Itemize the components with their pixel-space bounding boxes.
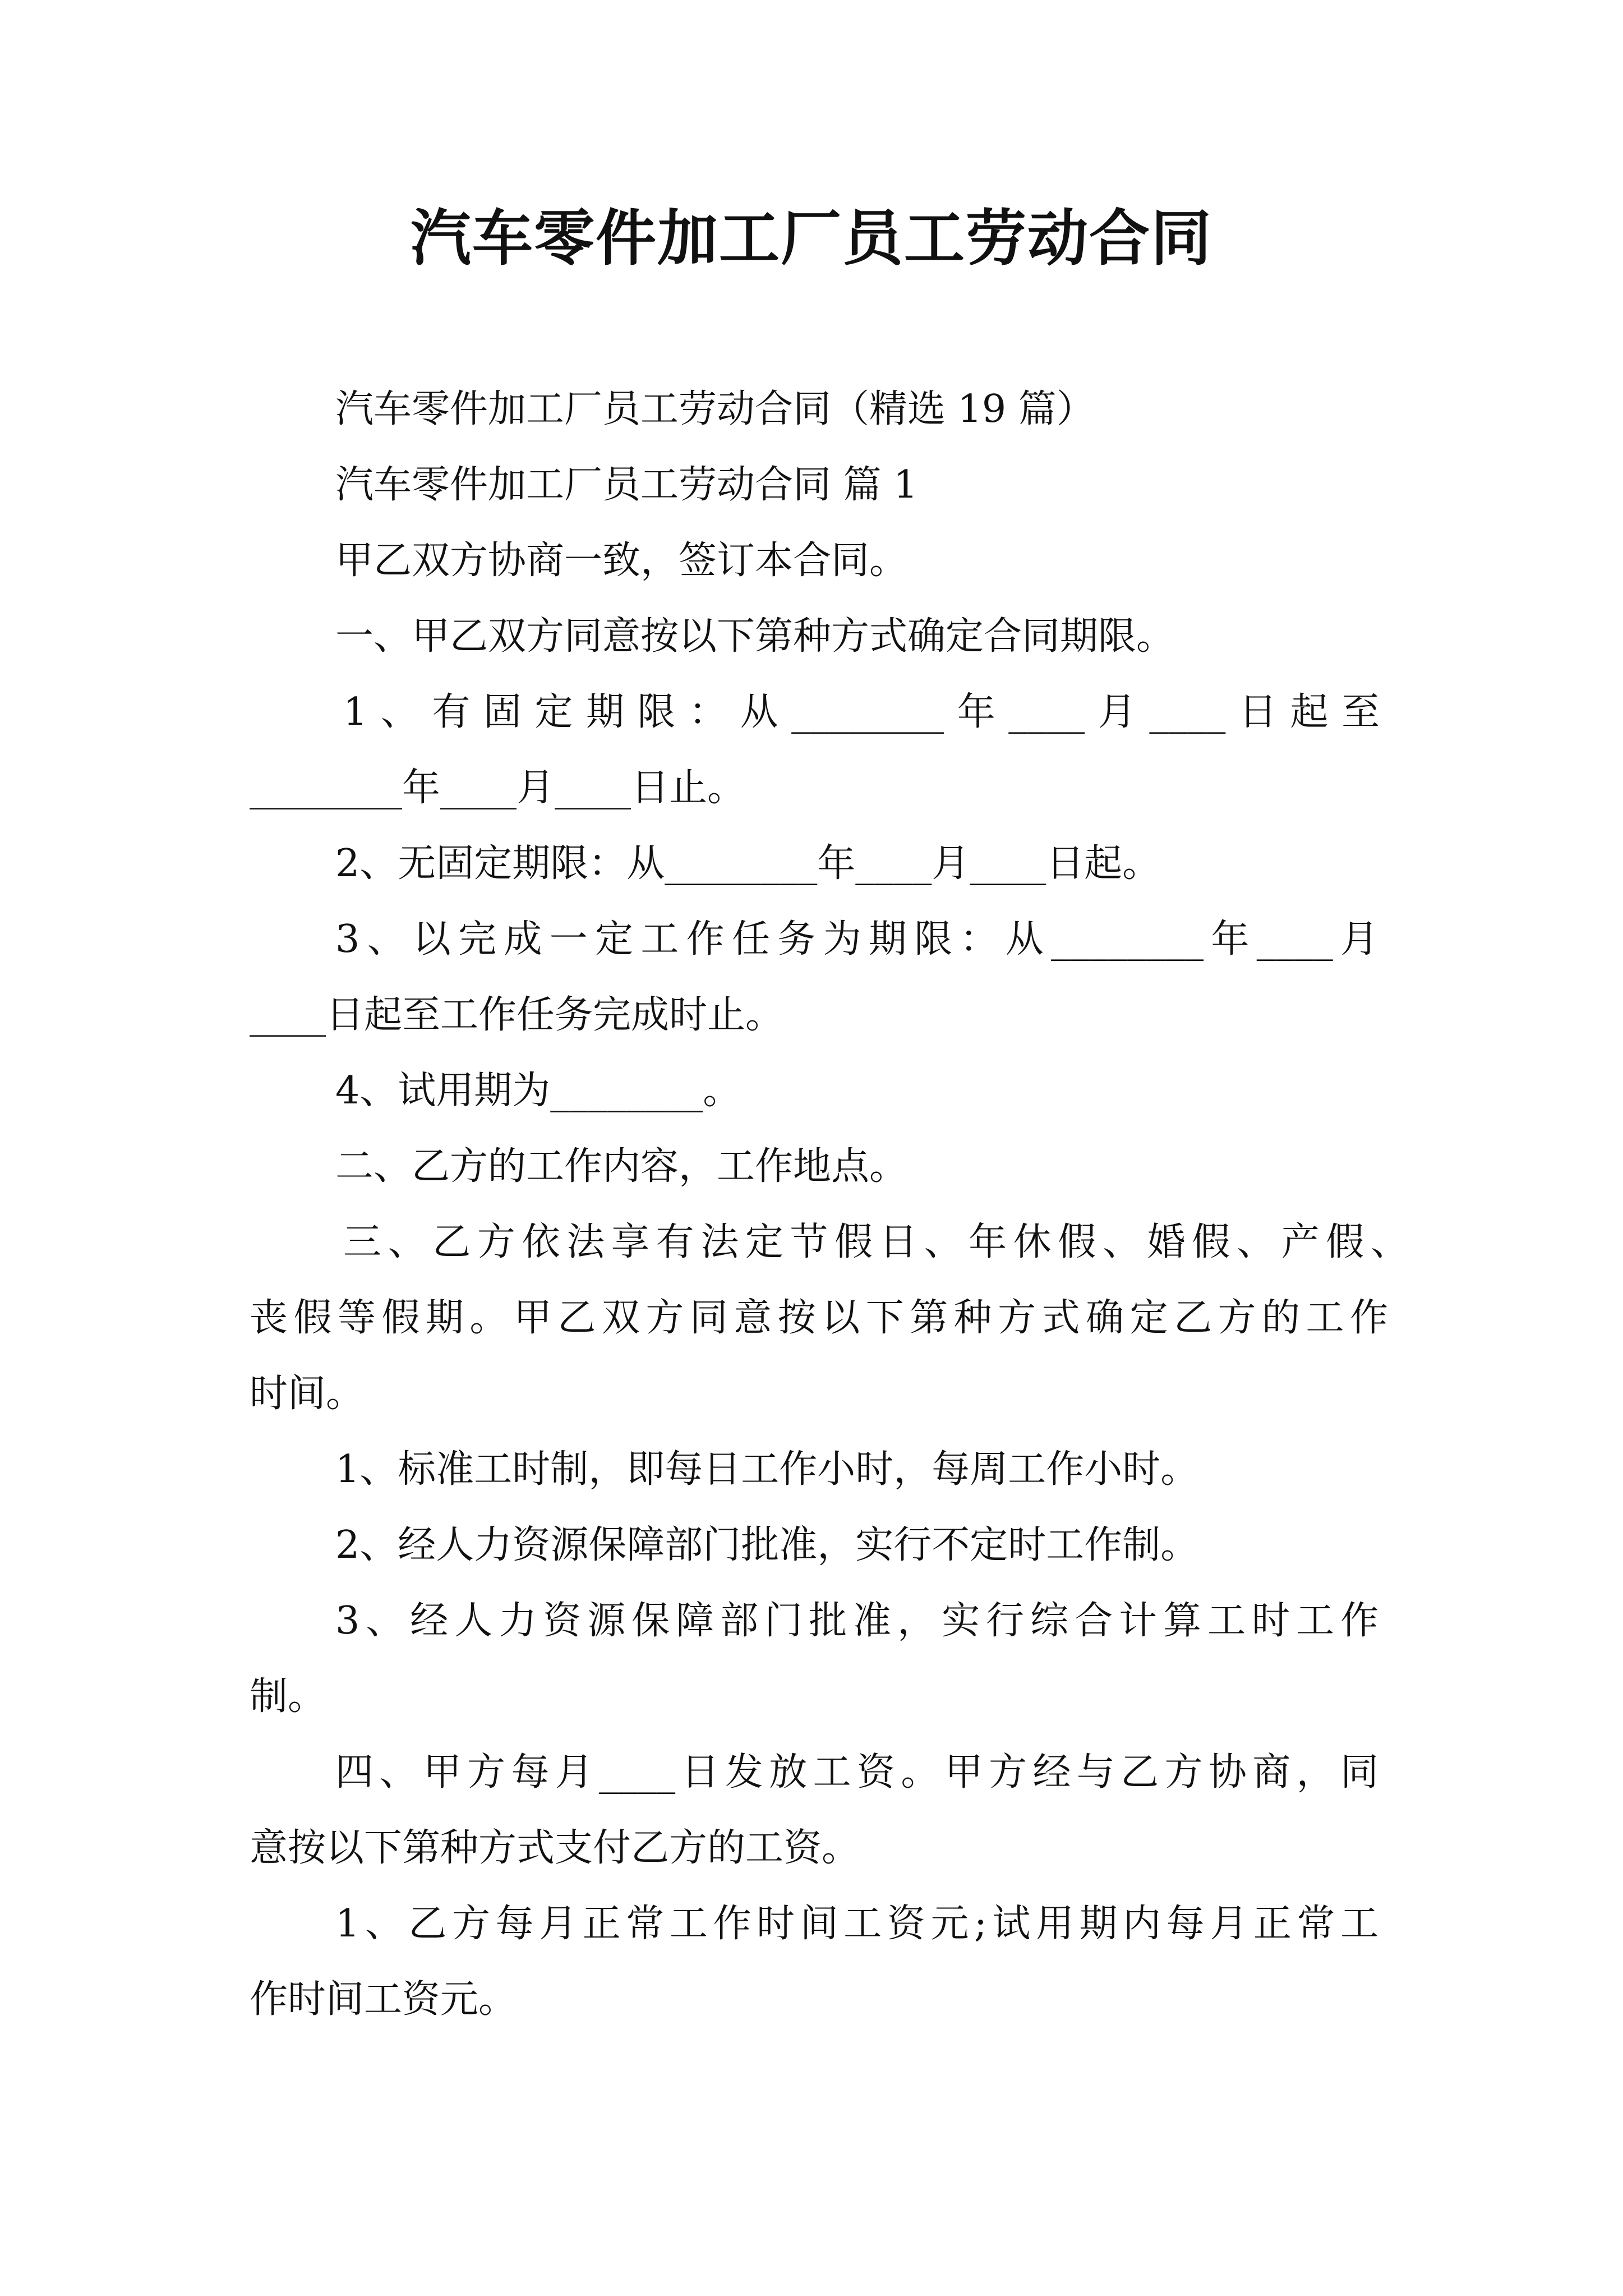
paragraph-line: 1、乙方每月正常工作时间工资元;试用期内每月正常工 [335,1902,1378,1946]
document-title: 汽车零件加工厂员工劳动合同 [410,203,1212,274]
paragraph-line: 时间。 [250,1372,365,1416]
paragraph-line: ____日起至工作任务完成时止。 [250,993,784,1037]
paragraph-line: 1、有固定期限：从________年____月____日起至 [343,690,1380,734]
paragraph-line: 四、甲方每月____日发放工资。甲方经与乙方协商，同 [335,1750,1378,1795]
paragraph-line: 甲乙双方协商一致，签订本合同。 [335,539,908,583]
paragraph-line: 二、乙方的工作内容，工作地点。 [335,1144,908,1189]
paragraph-line: 一、甲乙双方同意按以下第种方式确定合同期限。 [335,614,1175,659]
paragraph-line: 2、无固定期限：从________年____月____日起。 [335,841,1161,886]
paragraph-line: 4、试用期为________。 [335,1069,741,1113]
paragraph-line: 3、经人力资源保障部门批准，实行综合计算工时工作 [335,1599,1378,1643]
section-heading: 汽车零件加工厂员工劳动合同 篇 1 [335,463,918,507]
paragraph-line: 作时间工资元。 [250,1977,517,2022]
paragraph-line: 3、以完成一定工作任务为期限：从________年____月 [335,917,1378,961]
paragraph-line: 制。 [250,1674,326,1719]
subtitle-line: 汽车零件加工厂员工劳动合同（精选 19 篇） [335,387,1095,431]
paragraph-line: 1、标准工时制，即每日工作小时，每周工作小时。 [335,1447,1199,1492]
paragraph-line: 2、经人力资源保障部门批准，实行不定时工作制。 [335,1523,1199,1567]
paragraph-line: ________年____月____日止。 [250,766,746,810]
paragraph-line: 三、乙方依法享有法定节假日、年休假、婚假、产假、 [343,1220,1409,1264]
paragraph-line: 意按以下第种方式支付乙方的工资。 [250,1826,860,1870]
paragraph-line: 丧假等假期。甲乙双方同意按以下第种方式确定乙方的工作 [250,1296,1388,1340]
